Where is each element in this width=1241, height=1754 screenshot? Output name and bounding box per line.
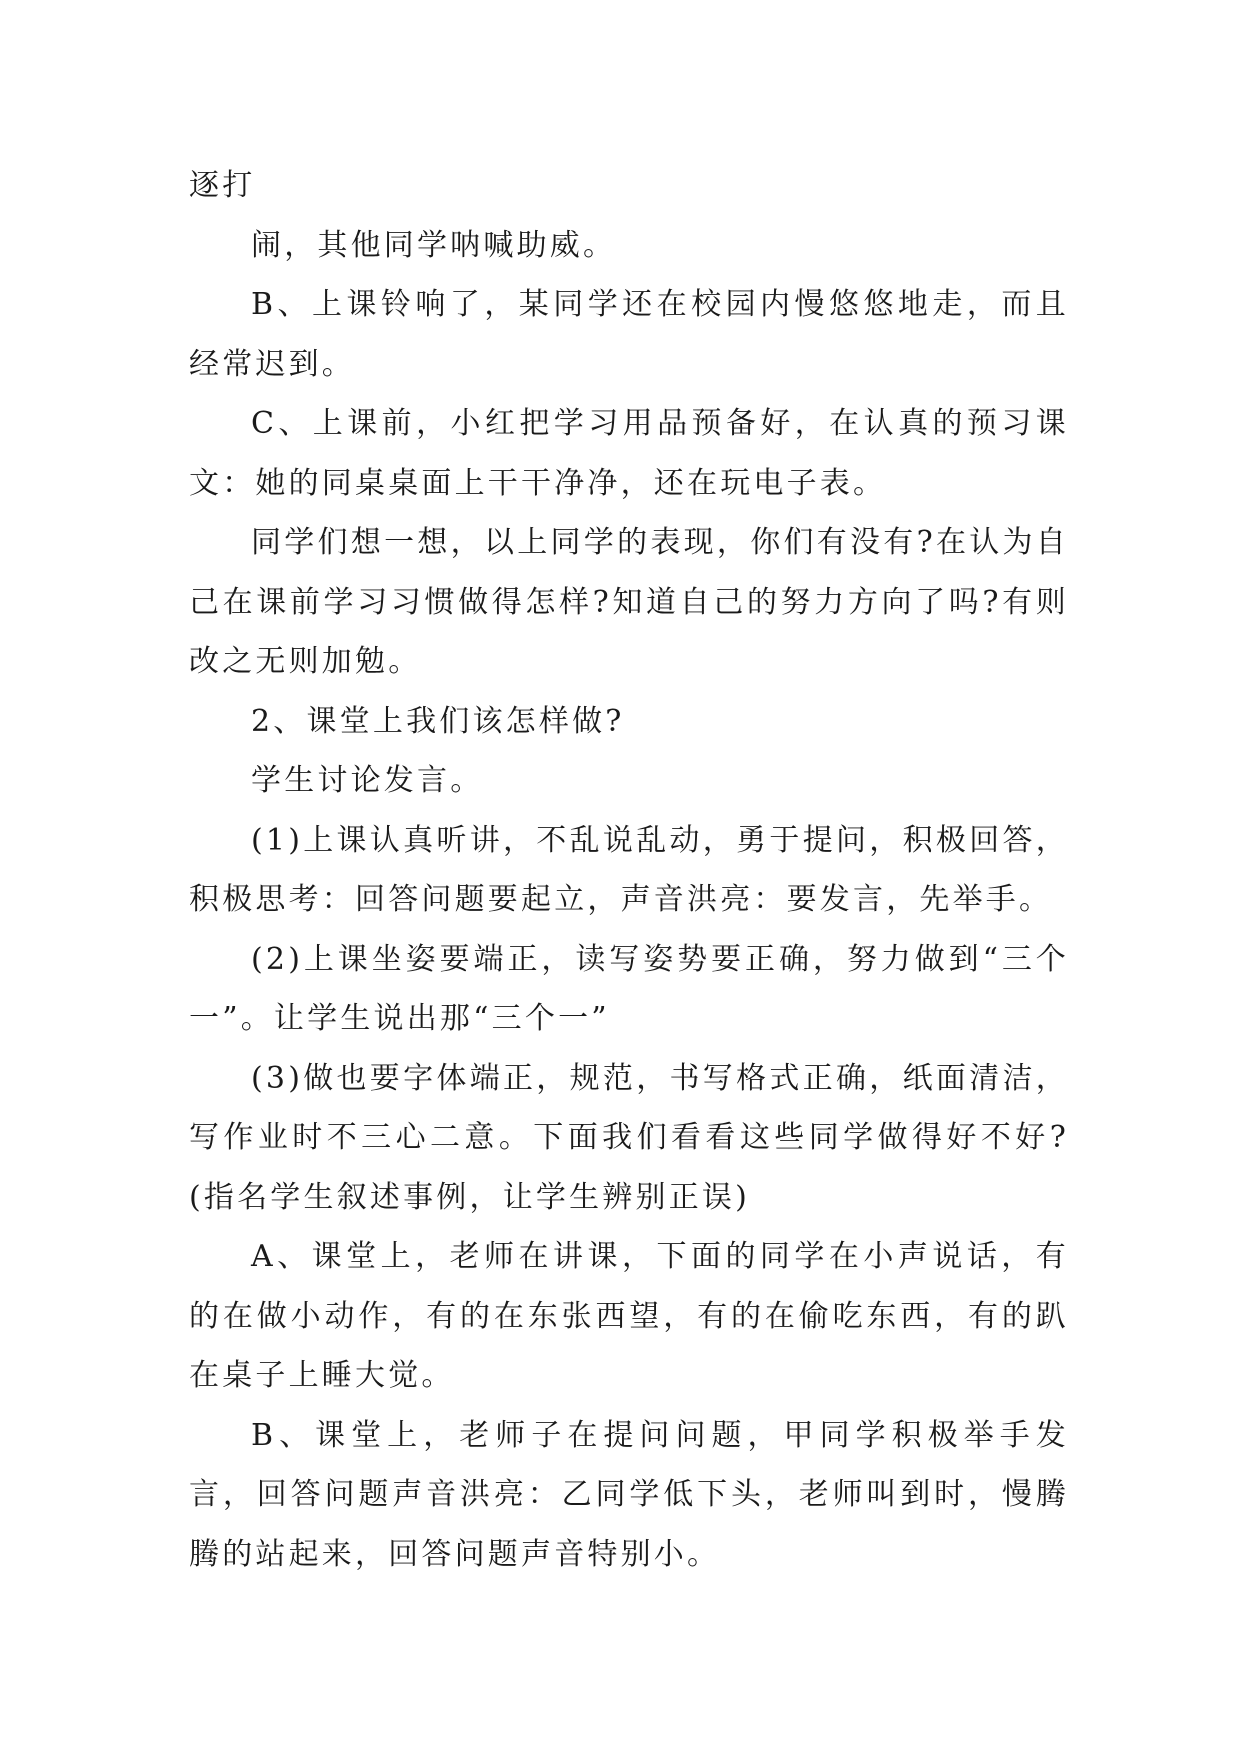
paragraph: A、课堂上，老师在讲课，下面的同学在小声说话，有的在做小动作，有的在东张西望，有的在偷吃东西，有的趴在桌子上睡大觉。 <box>189 1239 1069 1393</box>
paragraph: 同学们想一想，以上同学的表现，你们有没有?在认为自己在课前学习习惯做得怎样?知道自己的努力方向了吗?有则改之无则加勉。 <box>189 525 1069 679</box>
paragraph: 学生讨论发言。 <box>251 763 484 798</box>
paragraph: B、课堂上，老师子在提问问题，甲同学积极举手发言，回答问题声音洪亮：乙同学低下头，老师叫到时，慢腾腾的站起来，回答问题声音特别小。 <box>189 1417 1069 1572</box>
paragraph: 逐打 <box>189 168 256 203</box>
document-body <box>189 156 1069 1584</box>
list-item: (2)上课坐姿要端正，读写姿势要正确，努力做到“三个一”。让学生说出那“三个一” <box>189 941 1069 1036</box>
list-item: (3)做也要字体端正，规范，书写格式正确，纸面清洁，写作业时不三心二意。下面我们看看这些同学做得好不好?(指名学生叙述事例，让学生辨别正误) <box>189 1060 1069 1215</box>
paragraph: 闹，其他同学呐喊助威。 <box>251 227 617 263</box>
section-heading: 2、课堂上我们该怎样做? <box>251 703 625 739</box>
paragraph: C、上课前，小红把学习用品预备好，在认真的预习课文：她的同桌桌面上干干净净，还在玩电子表。 <box>189 406 1069 501</box>
list-item: (1)上课认真听讲，不乱说乱动，勇于提问，积极回答，积极思考：回答问题要起立，声音洪亮：要发言，先举手。 <box>189 822 1069 917</box>
paragraph: B、上课铃响了，某同学还在校园内慢悠悠地走，而且经常迟到。 <box>189 287 1069 382</box>
